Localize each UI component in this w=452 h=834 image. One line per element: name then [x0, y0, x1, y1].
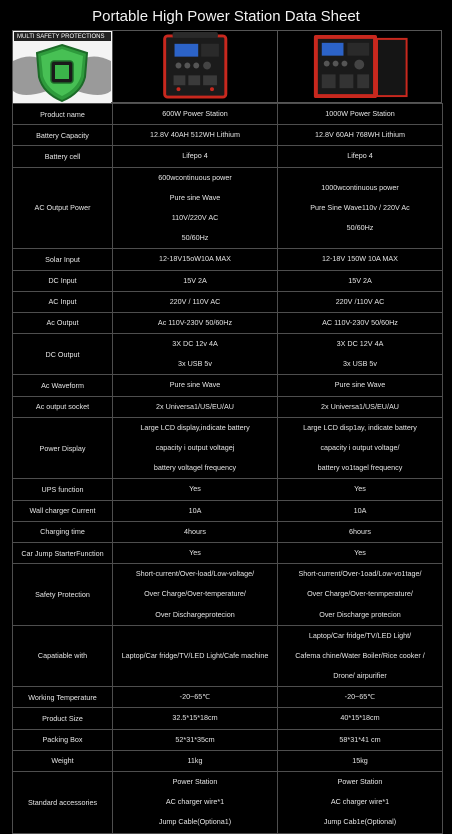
- spec-label: Capatiable with: [13, 625, 113, 687]
- spec-value-600w: [113, 542, 278, 563]
- spec-label: AC Output Power: [13, 167, 113, 249]
- spec-value-line: Cafema chine/Water Boiler/Rice cooker /: [295, 650, 425, 660]
- spec-value-1000w: [278, 270, 443, 291]
- spec-label: Product Size: [13, 708, 113, 729]
- spec-value-line: Pure sine Wave: [334, 380, 386, 390]
- spec-value-line: Yes: [189, 484, 201, 494]
- spec-value-600w: [113, 249, 278, 270]
- spec-value-line: 15V 2A: [348, 275, 372, 285]
- product-600w-image: [113, 31, 278, 102]
- spec-value-line: 50/60Hz: [181, 233, 209, 243]
- table-row: [13, 479, 443, 500]
- spec-value-line: Over Charge/Over-temperature/: [144, 589, 246, 599]
- spec-value-line: Drone/ airpurifier: [333, 671, 387, 681]
- spec-value-line: Yes: [354, 547, 366, 557]
- table-row: [13, 249, 443, 270]
- table-row: [13, 625, 443, 687]
- spec-value-1000w: [278, 291, 443, 312]
- spec-value-600w: [113, 291, 278, 312]
- spec-label: Safety Protection: [13, 564, 113, 626]
- spec-value-600w: [113, 417, 278, 479]
- spec-value-line: Yes: [354, 484, 366, 494]
- spec-value-1000w: [278, 687, 443, 708]
- safety-badge: [13, 31, 113, 102]
- spec-label: UPS function: [13, 479, 113, 500]
- spec-label: Charging time: [13, 521, 113, 542]
- spec-value-1000w: [278, 417, 443, 479]
- spec-value-line: battery vo1tagel frequency: [317, 463, 403, 473]
- table-row: [13, 146, 443, 167]
- spec-value-1000w: [278, 312, 443, 333]
- spec-value-1000w: [278, 146, 443, 167]
- spec-label: Product name: [13, 104, 113, 125]
- spec-value-line: Jump Cab1e(Optional): [323, 817, 397, 827]
- spec-value-1000w: [278, 479, 443, 500]
- table-row: [13, 291, 443, 312]
- spec-value-line: battery voltagel frequency: [153, 463, 237, 473]
- table-row: [13, 270, 443, 291]
- spec-value-line: 10A: [188, 505, 202, 515]
- spec-value-line: 32.5*15*18cm: [172, 713, 218, 723]
- spec-value-line: 3x USB 5v: [178, 359, 212, 369]
- table-row: [13, 334, 443, 375]
- table-row: [13, 772, 443, 834]
- power-station-1000w-icon: [278, 31, 442, 102]
- spec-value-line: 2x Universa1/US/EU/AU: [321, 401, 399, 411]
- spec-value-line: Large LCD disp1ay, indicate battery: [303, 422, 417, 432]
- spec-label: Battery cell: [13, 146, 113, 167]
- spec-value-line: Short-current/Over-load/Low-voltage/: [135, 569, 255, 579]
- spec-value-line: Short-current/Over-1oad/Low-vo1tage/: [298, 569, 422, 579]
- table-row: [13, 312, 443, 333]
- table-row: [13, 708, 443, 729]
- product-1000w-image: [278, 31, 442, 102]
- table-row: [13, 500, 443, 521]
- spec-value-line: Lifepo 4: [182, 151, 208, 161]
- spec-value-1000w: [278, 564, 443, 626]
- spec-value-600w: [113, 750, 278, 771]
- spec-value-line: Jump Cable(Optiona1): [158, 817, 232, 827]
- spec-value-1000w: [278, 396, 443, 417]
- spec-value-600w: [113, 625, 278, 687]
- table-row: [13, 396, 443, 417]
- spec-value-600w: [113, 479, 278, 500]
- spec-label: Car Jump StarterFunction: [13, 542, 113, 563]
- spec-label: Packing Box: [13, 729, 113, 750]
- spec-value-600w: [113, 125, 278, 146]
- spec-value-line: Pure Sine Wave110v / 220V Ac: [310, 202, 410, 212]
- spec-value-line: 600W Power Station: [162, 109, 228, 118]
- table-row: [13, 375, 443, 396]
- spec-value-600w: [113, 270, 278, 291]
- table-row: [13, 125, 443, 146]
- spec-value-600w: [113, 396, 278, 417]
- spec-value-line: 12-18V 150W 10A MAX: [322, 254, 398, 264]
- spec-value-line: 1000W Power Station: [325, 109, 395, 118]
- spec-value-line: 12.8V 40AH 512WH Lithium: [150, 130, 240, 140]
- spec-value-1000w: [278, 750, 443, 771]
- spec-label: Solar Input: [13, 249, 113, 270]
- spec-value-600w: [113, 564, 278, 626]
- page-title: Portable High Power Station Data Sheet: [92, 8, 360, 25]
- spec-value-1000w: [278, 249, 443, 270]
- spec-value-line: 11kg: [187, 755, 203, 765]
- spec-value-line: 12.8V 60AH 768WH Lithium: [315, 130, 405, 140]
- spec-label: Working Temperature: [13, 687, 113, 708]
- spec-value-line: 15V 2A: [183, 275, 207, 285]
- spec-value-line: 15kg: [352, 755, 368, 765]
- spec-table: [12, 103, 443, 834]
- spec-label: Standard accessories: [13, 772, 113, 834]
- spec-value-600w: [113, 375, 278, 396]
- spec-value-line: Over Dischargeprotecion: [155, 609, 235, 619]
- spec-value-1000w: [278, 625, 443, 687]
- spec-value-line: 3X DC 12V 4A: [336, 339, 384, 349]
- table-row: [13, 729, 443, 750]
- spec-label: Power Display: [13, 417, 113, 479]
- spec-value-600w: [113, 521, 278, 542]
- spec-value-1000w: [278, 104, 443, 125]
- spec-value-600w: [113, 772, 278, 834]
- table-row: [13, 521, 443, 542]
- power-station-600w-icon: [113, 31, 277, 102]
- spec-value-line: AC charger wire*1: [165, 797, 225, 807]
- spec-value-1000w: [278, 500, 443, 521]
- spec-value-line: 10A: [353, 505, 367, 515]
- spec-value-600w: [113, 334, 278, 375]
- spec-value-line: Laptop/Car fridge/TV/LED Light/: [308, 630, 412, 640]
- spec-value-line: 12-18V15oW10A MAX: [159, 254, 231, 264]
- spec-value-1000w: [278, 375, 443, 396]
- spec-value-line: 52*31*35cm: [175, 734, 215, 744]
- spec-value-1000w: [278, 772, 443, 834]
- spec-value-line: Power Station: [172, 777, 218, 786]
- spec-value-600w: [113, 708, 278, 729]
- spec-value-line: Pure sine Wave: [169, 380, 221, 390]
- spec-value-line: capacity i output voltagej: [155, 443, 235, 452]
- spec-label: DC Output: [13, 334, 113, 375]
- spec-value-line: Large LCD display,indicate battery: [140, 422, 250, 432]
- spec-label: Ac Waveform: [13, 375, 113, 396]
- spec-value-line: Ac 110V-230V 50/60Hz: [157, 317, 233, 327]
- spec-value-1000w: [278, 729, 443, 750]
- table-row: [13, 564, 443, 626]
- spec-value-line: Lifepo 4: [347, 151, 373, 161]
- spec-value-line: AC charger wire*1: [330, 797, 390, 807]
- spec-value-600w: [113, 687, 278, 708]
- spec-value-600w: [113, 500, 278, 521]
- table-row: [13, 750, 443, 771]
- spec-label: Ac output socket: [13, 396, 113, 417]
- spec-value-line: 40*15*18cm: [340, 713, 380, 723]
- spec-value-600w: [113, 312, 278, 333]
- safety-badge-label: MULTI SAFETY PROTECTIONS: [14, 32, 111, 42]
- spec-value-line: 220V / 110V AC: [169, 296, 221, 306]
- spec-value-line: 3X DC 12v 4A: [172, 339, 218, 349]
- spec-value-line: AC 110V-230V 50/60Hz: [322, 317, 398, 327]
- spec-value-line: capacity i output voltage/: [320, 443, 400, 452]
- spec-label: Ac Output: [13, 312, 113, 333]
- spec-value-line: 110V/220V AC: [171, 212, 219, 222]
- spec-value-line: 58*31*41 cm: [339, 734, 381, 744]
- spec-value-line: Laptop/Car fridge/TV/LED Light/Cafe machine: [121, 650, 269, 660]
- spec-label: Wall charger Current: [13, 500, 113, 521]
- spec-value-600w: [113, 167, 278, 249]
- spec-value-line: Power Station: [337, 777, 383, 786]
- shield-icon: [13, 41, 111, 103]
- spec-value-600w: [113, 729, 278, 750]
- spec-value-line: 50/60Hz: [346, 223, 374, 233]
- spec-value-line: Over Discharge protecion: [319, 609, 401, 619]
- spec-label: Battery Capacity: [13, 125, 113, 146]
- spec-value-600w: [113, 104, 278, 125]
- spec-value-line: -20~65℃: [344, 692, 376, 702]
- spec-value-line: 4hours: [184, 526, 206, 536]
- table-row: [13, 104, 443, 125]
- table-row: [13, 687, 443, 708]
- spec-value-1000w: [278, 542, 443, 563]
- spec-label: AC Input: [13, 291, 113, 312]
- spec-value-1000w: [278, 521, 443, 542]
- spec-value-line: -20~65℃: [179, 692, 211, 702]
- spec-value-line: 1000wcontinuous power: [321, 182, 399, 192]
- spec-value-line: Over Charge/Over-tenmperature/: [307, 589, 413, 599]
- spec-value-1000w: [278, 167, 443, 249]
- table-row: [13, 167, 443, 249]
- spec-value-line: 2x Universa1/US/EU/AU: [156, 401, 234, 411]
- spec-value-line: 3x USB 5v: [343, 359, 377, 369]
- spec-value-line: Pure sine Wave: [169, 192, 221, 202]
- spec-value-line: 220V /110V AC: [335, 296, 385, 306]
- spec-value-1000w: [278, 708, 443, 729]
- table-row: [13, 542, 443, 563]
- spec-label: Weight: [13, 750, 113, 771]
- spec-value-line: Yes: [189, 547, 201, 557]
- spec-value-line: 600wcontinuous power: [158, 172, 232, 182]
- spec-value-600w: [113, 146, 278, 167]
- spec-value-1000w: [278, 125, 443, 146]
- spec-value-line: 6hours: [349, 526, 371, 536]
- spec-value-1000w: [278, 334, 443, 375]
- header-images: [12, 30, 442, 103]
- table-row: [13, 417, 443, 479]
- spec-label: DC Input: [13, 270, 113, 291]
